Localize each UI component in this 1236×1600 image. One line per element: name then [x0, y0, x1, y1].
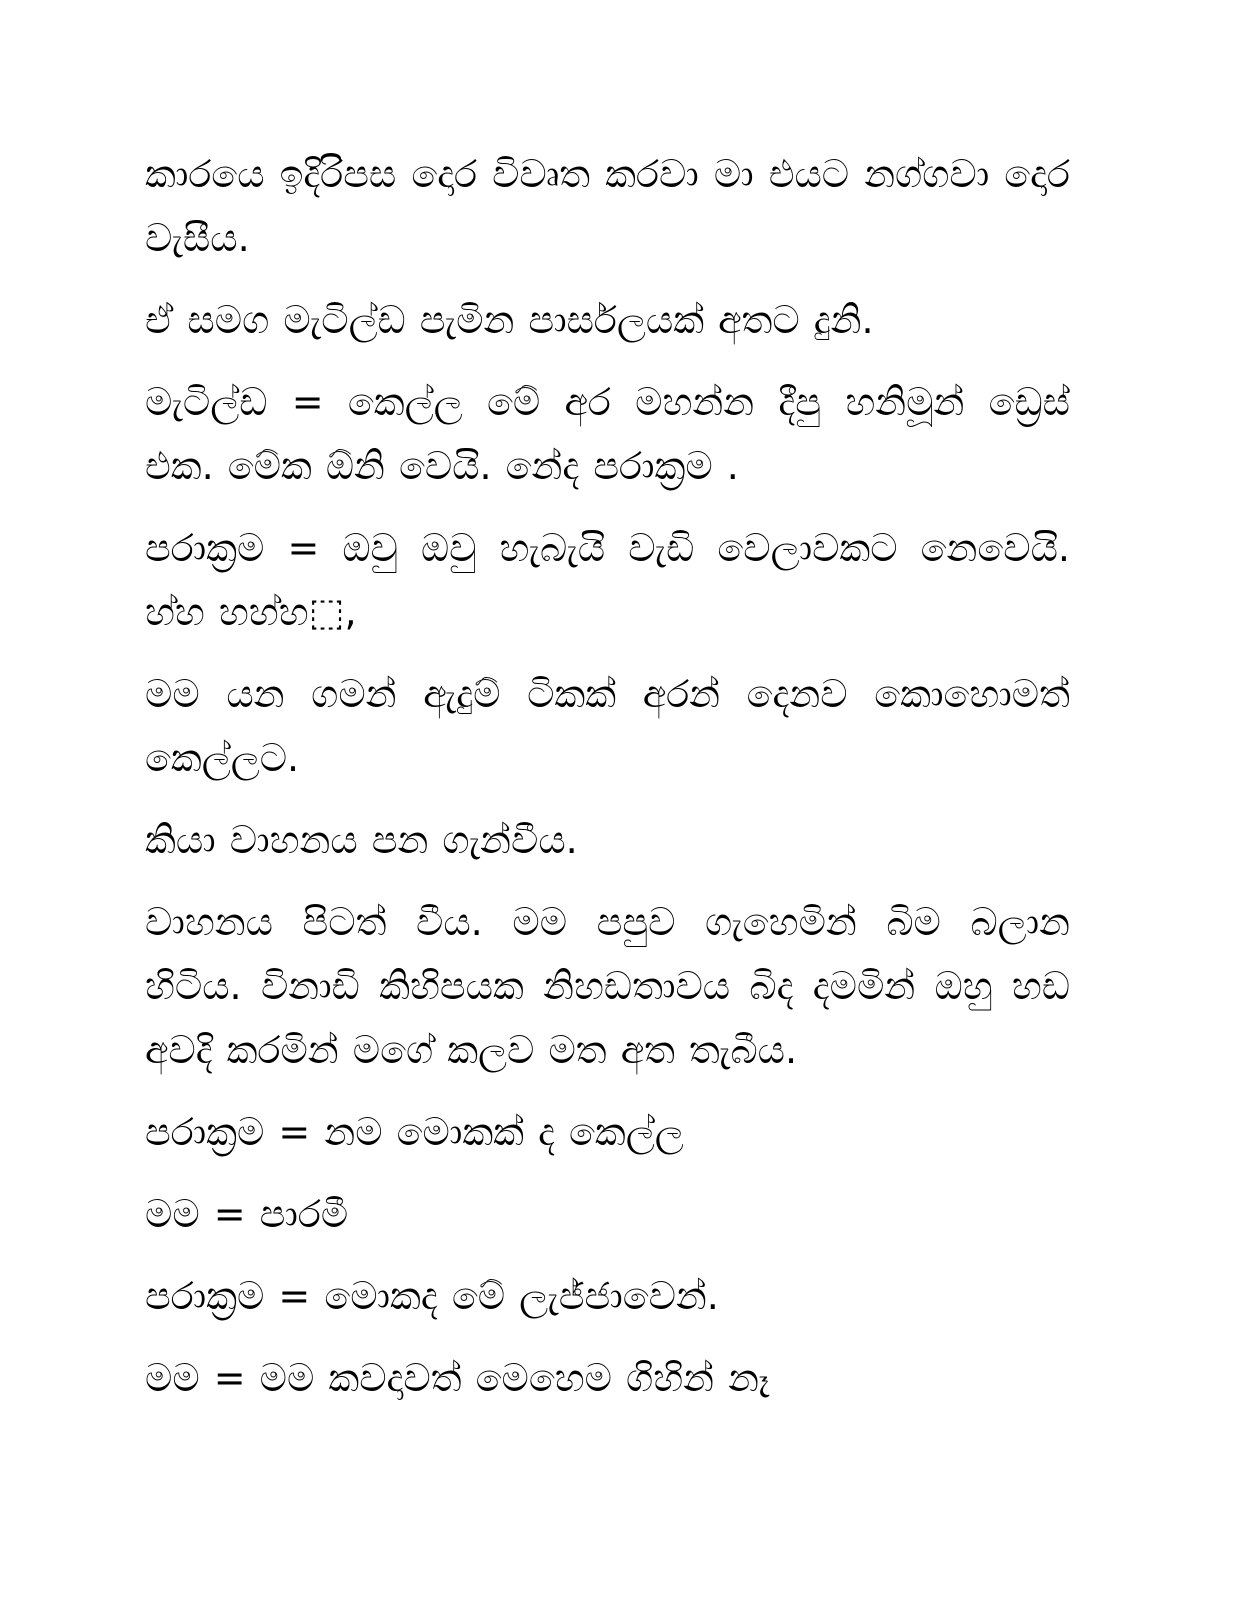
paragraph-1: කාරයෙ ඉදිරිපස දොර විවෘත කරවා මා එයට නග්ගවා දොර වැසීය. — [145, 152, 1070, 260]
paragraph-4: පරාක්‍රම = ඔවු ඔවු හැබැයි වැඩි වෙලාවකට නෙවෙයි. හ්හ හහ්හ⬚, — [145, 526, 1070, 634]
paragraph-9: මම = පාරමී — [145, 1192, 349, 1236]
paragraph-3: මැටිල්ඩ = කෙල්ල මේ අර මහන්න දීපු හනිමූන් ඩ්‍රෙස් එක. මේක ඕනි වෙයි. නේද පරාක්‍රම . — [145, 380, 1070, 488]
document-page — [145, 142, 1070, 1428]
paragraph-10: පරාක්‍රම = මොකද මේ ලැජ්ජාවෙන්. — [145, 1274, 719, 1318]
paragraph-11: මම = මම කවදාවත් මෙහෙම ගිහින් නෑ — [145, 1356, 770, 1400]
paragraph-8: පරාක්‍රම = නම මොකක් ද කෙල්ල — [145, 1110, 684, 1154]
paragraph-6: කියා වාහනය පන ගැන්වීය. — [145, 818, 578, 862]
paragraph-2: ඒ සමග මැටිල්ඩ පැමින පාර්සලයක් අතට දුනි. — [145, 298, 874, 342]
paragraph-5: මම යන ගමන් ඇදුම් ටිකක් අරන් දෙනව කොහොමත් කෙල්ලට. — [145, 672, 1070, 780]
paragraph-7: වාහනය පිටත් වීය. මම පපුව ගැහෙමින් බිම බලාන හිටිය. විනාඩි කිහිපයක නිහඩතාවය බිද දමමින් ඔහු හඩ අවදි කරමින් මගේ කලව මත අත තැබීය. — [145, 900, 1070, 1072]
